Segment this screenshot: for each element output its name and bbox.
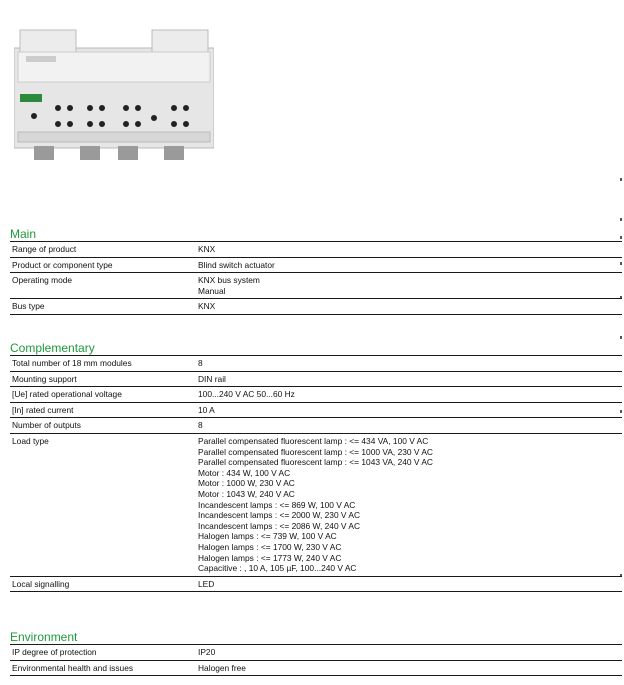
spec-value: Parallel compensated fluorescent lamp : <= 434 VA, 100 V AC Parallel compensated fluorescent lamp : <= 1000 VA, 230 V AC Parallel compensated fluorescent lamp : <= 1043 VA, 240 V AC Motor : 434 W, 100 V AC Motor : 1000 W, 230 V AC Motor : 1043 W, 240 V AC Incandescent lamps : <= 869 W, 100 V AC Incandescent lamps : <= 2000 W, 230 V AC Incandescent lamps : <= 2086 W, 240 V AC Halogen lamps : <= 739 W, 100 V AC Halogen lamps : <= 1700 W, 230 V AC Halogen lamps : <= 1773 W, 240 V AC Capacitive : , 10 A, 105 µF, 100...240 V AC (194, 433, 622, 576)
spec-value: 8 (194, 418, 622, 434)
spec-label: Total number of 18 mm modules (10, 356, 194, 372)
spec-label: Operating mode (10, 273, 194, 299)
section-title: Main (10, 227, 37, 241)
section-title: Environment (10, 630, 78, 644)
table-row (10, 387, 622, 403)
spec-value: 10 A (194, 402, 622, 418)
table-row (10, 257, 622, 273)
edge-mark (620, 218, 622, 221)
spec-value: 100...240 V AC 50...60 Hz (194, 387, 622, 403)
spec-label: [Ue] rated operational voltage (10, 387, 194, 403)
section-environment (10, 630, 622, 676)
table-row (10, 576, 622, 592)
spec-label: Product or component type (10, 257, 194, 273)
spec-label: Local signalling (10, 576, 194, 592)
spec-label: IP degree of protection (10, 645, 194, 661)
table-row (10, 660, 622, 676)
spec-value: KNX bus system Manual (194, 273, 622, 299)
table-row (10, 645, 622, 661)
spec-label: Range of product (10, 242, 194, 258)
table-row (10, 299, 622, 315)
spec-label: Number of outputs (10, 418, 194, 434)
table-row (10, 273, 622, 299)
section-title: Complementary (10, 341, 95, 355)
spec-value: KNX (194, 299, 622, 315)
table-row (10, 402, 622, 418)
spec-value: IP20 (194, 645, 622, 661)
spec-label: Bus type (10, 299, 194, 315)
product-image (14, 28, 214, 166)
table-row (10, 356, 622, 372)
edge-mark (620, 178, 622, 181)
section-main (10, 227, 622, 315)
spec-label: Load type (10, 433, 194, 576)
spec-value: Halogen free (194, 660, 622, 676)
spec-value: LED (194, 576, 622, 592)
spec-table (10, 355, 622, 592)
table-row (10, 242, 622, 258)
spec-value: KNX (194, 242, 622, 258)
spec-value: 8 (194, 356, 622, 372)
table-row (10, 433, 622, 576)
edge-mark (620, 336, 622, 339)
table-row (10, 418, 622, 434)
spec-value: Blind switch actuator (194, 257, 622, 273)
spec-table (10, 644, 622, 676)
spec-value: DIN rail (194, 371, 622, 387)
spec-table (10, 241, 622, 315)
section-complementary (10, 341, 622, 592)
spec-label: Mounting support (10, 371, 194, 387)
spec-label: Environmental health and issues (10, 660, 194, 676)
table-row (10, 371, 622, 387)
spec-label: [In] rated current (10, 402, 194, 418)
